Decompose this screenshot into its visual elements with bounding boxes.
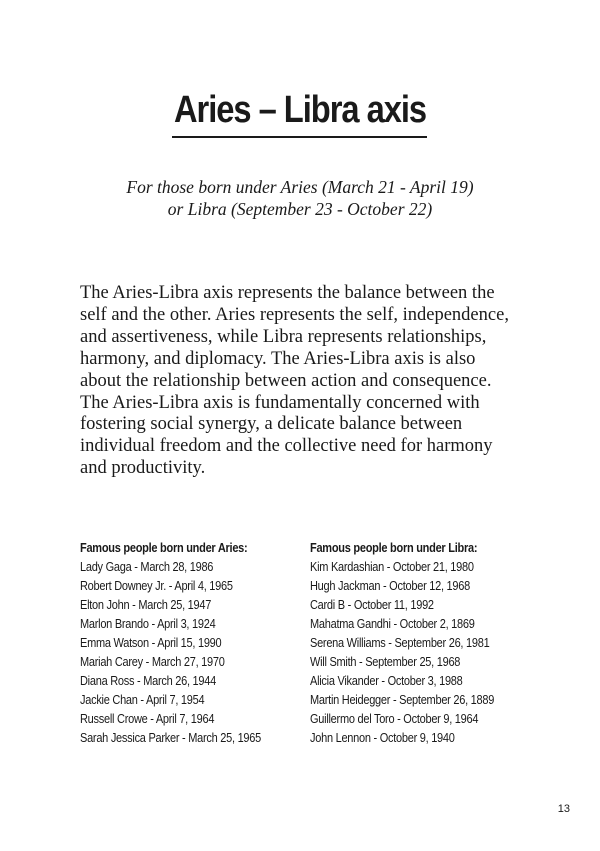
body-paragraph	[80, 283, 550, 480]
page-title: Aries – Libra axis	[173, 89, 427, 131]
list-item: John Lennon - October 9, 1940	[310, 731, 455, 745]
list-item: Hugh Jackman - October 12, 1968	[310, 579, 470, 593]
list-item: Guillermo del Toro - October 9, 1964	[310, 712, 479, 726]
list-item: Alicia Vikander - October 3, 1988	[310, 674, 463, 688]
title-underline	[172, 136, 427, 138]
body-line: and productivity.	[80, 458, 206, 479]
list-item: Emma Watson - April 15, 1990	[80, 636, 222, 650]
body-line: The Aries-Libra axis is fundamentally concerned with	[80, 392, 480, 413]
aries-famous-people-list	[80, 539, 295, 748]
body-line: self and the other. Aries represents the self, independence,	[80, 304, 509, 325]
list-item: Lady Gaga - March 28, 1986	[80, 560, 214, 574]
subtitle	[0, 176, 600, 220]
body-line: about the relationship between action and consequence.	[80, 370, 492, 391]
body-line: harmony, and diplomacy. The Aries-Libra axis is also	[80, 348, 476, 369]
list-item: Elton John - March 25, 1947	[80, 598, 212, 612]
subtitle-line: or Libra (September 23 - October 22)	[167, 199, 433, 219]
list-item: Mahatma Gandhi - October 2, 1869	[310, 617, 475, 631]
list-item: Jackie Chan - April 7, 1954	[80, 693, 205, 707]
list-item: Kim Kardashian - October 21, 1980	[310, 560, 474, 574]
list-item: Martin Heidegger - September 26, 1889	[310, 693, 495, 707]
list-item: Diana Ross - March 26, 1944	[80, 674, 216, 688]
list-item: Marlon Brando - April 3, 1924	[80, 617, 216, 631]
body-line: individual freedom and the collective need for harmony	[80, 436, 493, 457]
list-item: Serena Williams - September 26, 1981	[310, 636, 490, 650]
list-item: Mariah Carey - March 27, 1970	[80, 655, 225, 669]
subtitle-line: For those born under Aries (March 21 - April 19)	[126, 177, 474, 197]
libra-list-heading: Famous people born under Libra:	[310, 541, 478, 555]
list-item: Will Smith - September 25, 1968	[310, 655, 461, 669]
list-item: Robert Downey Jr. - April 4, 1965	[80, 579, 233, 593]
list-item: Sarah Jessica Parker - March 25, 1965	[80, 731, 261, 745]
aries-list-heading: Famous people born under Aries:	[80, 541, 248, 555]
page-number: 13	[557, 803, 570, 815]
list-item: Russell Crowe - April 7, 1964	[80, 712, 215, 726]
body-line: and assertiveness, while Libra represents relationships,	[80, 326, 487, 347]
body-line: fostering social synergy, a delicate balance between	[80, 414, 463, 435]
list-item: Cardi B - October 11, 1992	[310, 598, 434, 612]
body-line: The Aries-Libra axis represents the balance between the	[80, 283, 495, 303]
libra-famous-people-list	[310, 539, 540, 748]
